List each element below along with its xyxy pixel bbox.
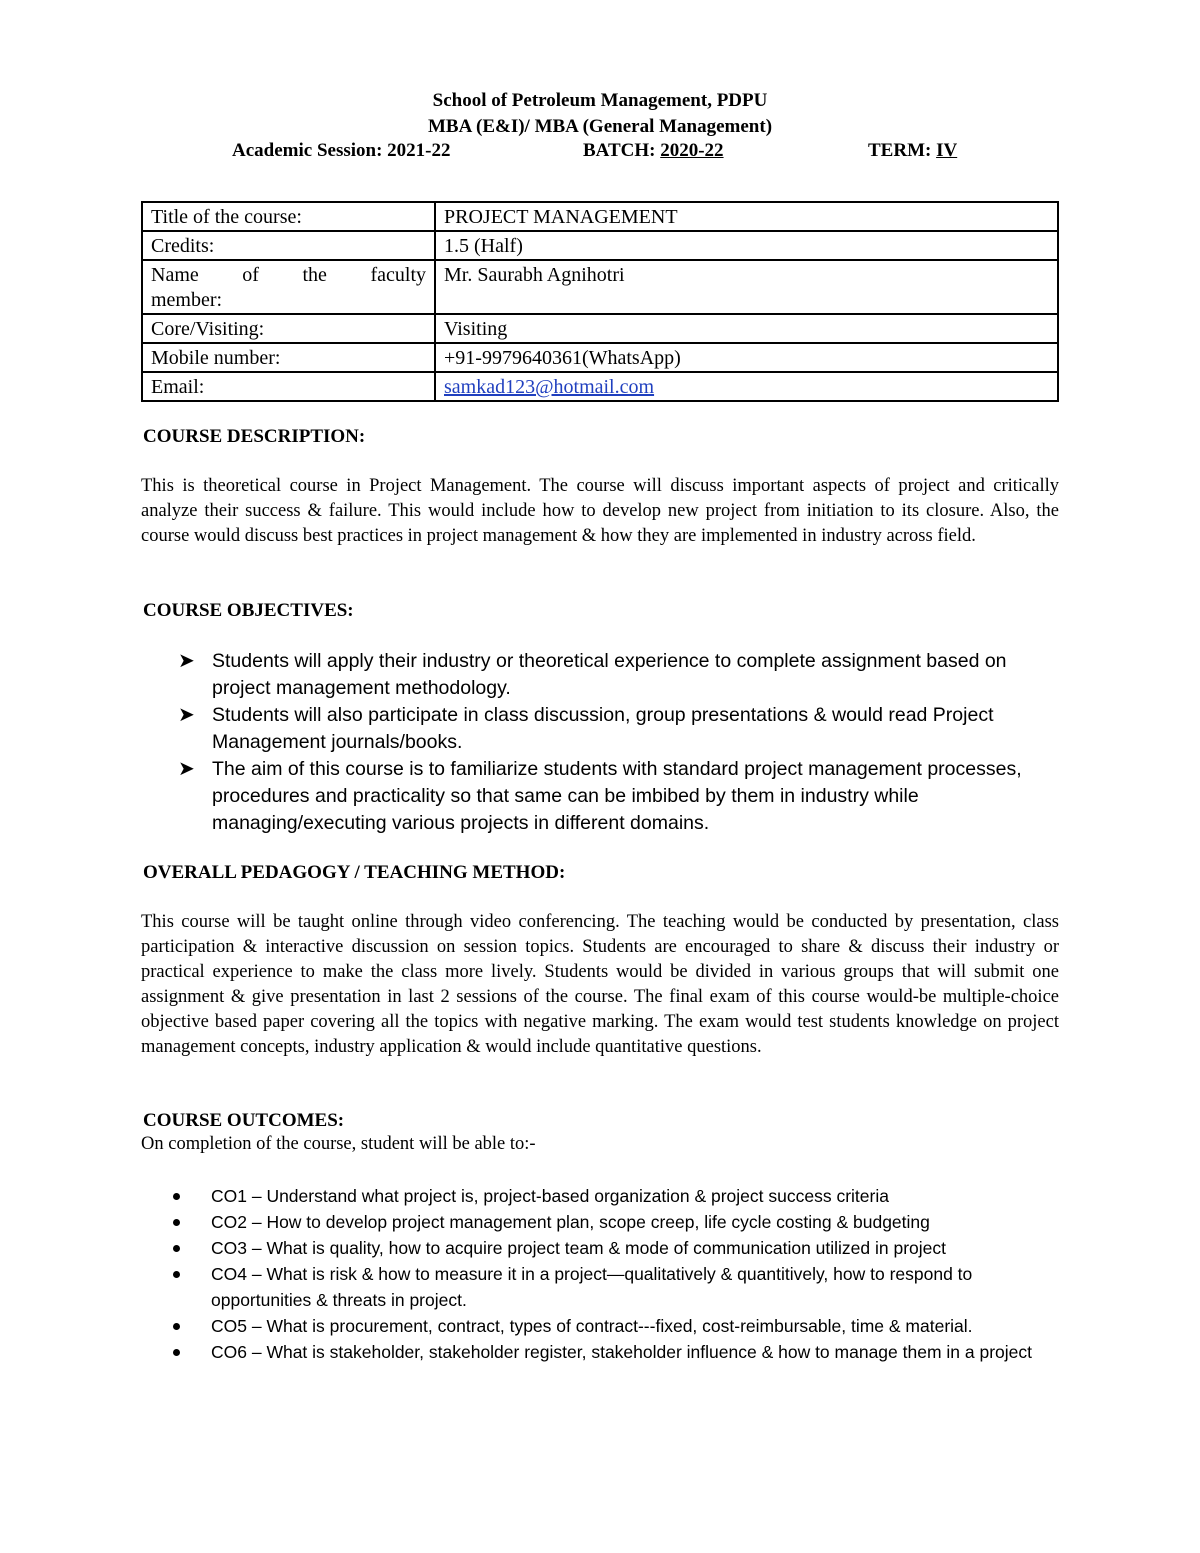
table-row [142,260,1058,314]
core-label: Core/Visiting: [142,314,435,343]
list-item [178,702,1028,756]
core-value: Visiting [435,314,1058,343]
outcome-text: CO4 – What is risk & how to measure it in a project—qualitatively & quantitively, how to respond to opportunities & threats in project. [211,1264,973,1310]
pedagogy-text: This course will be taught online through video conferencing. The teaching would be conducted by presentation, class participation & interactive discussion on session topics. Students are encouraged to share & discuss their industry or practical experience to make the class more lively. Students would be divided in various groups that will submit one assignment & give presentation in last 2 sessions of the course. The final exam of this course would-be multiple-choice objective based paper covering all the topics with negative marking. The exam would test students knowledge on project management concepts, industry application & would include quantitative questions. [141,912,1059,1057]
credits-value: 1.5 (Half) [435,231,1058,260]
outcomes-list [171,1183,1059,1365]
faculty-label-word: faculty [370,264,426,286]
bullet-dot-icon [173,1245,180,1252]
objective-text: Students will apply their industry or theoretical experience to complete assignment based on project management methodology. [212,650,1007,699]
email-label: Email: [142,372,435,401]
bullet-dot-icon [173,1271,180,1278]
mobile-label: Mobile number: [142,343,435,372]
course-description-heading: COURSE DESCRIPTION: [143,426,366,447]
table-row [142,202,1058,231]
list-item [171,1235,1059,1261]
faculty-value: Mr. Saurabh Agnihotri [435,260,1058,314]
mobile-value: +91-9979640361(WhatsApp) [435,343,1058,372]
document-header [0,88,1200,140]
faculty-label-word: the [302,264,327,286]
faculty-label-word: Name [151,264,199,286]
term-label: TERM: [868,140,937,161]
arrow-bullet-icon: ➤ [178,704,195,726]
objective-text: Students will also participate in class discussion, group presentations & would read Project Management journals/books. [212,704,994,753]
bullet-dot-icon [173,1349,180,1356]
batch-value: 2020-22 [660,140,724,161]
school-name: School of Petroleum Management, PDPU [432,90,768,111]
list-item [178,756,1028,837]
academic-session: Academic Session: 2021-22 [232,140,451,161]
session-row [0,140,1200,166]
faculty-label-word: of [242,264,259,286]
table-row [142,343,1058,372]
outcome-text: CO6 – What is stakeholder, stakeholder register, stakeholder influence & how to manage them in a project [211,1342,1033,1362]
batch-label: BATCH: [583,140,661,161]
faculty-label-line2: member: [151,289,223,311]
bullet-dot-icon [173,1193,180,1200]
arrow-bullet-icon: ➤ [178,758,195,780]
table-row [142,314,1058,343]
course-description-text: This is theoretical course in Project Management. The course will discuss important aspects of project and critically analyze their success & failure. This would include how to develop new project from initiation to its closure. Also, the course would discuss best practices in project management & how they are implemented in industry across field. [141,476,1059,546]
faculty-label-line1 [151,263,426,288]
batch [583,140,724,162]
course-objectives-heading: COURSE OBJECTIVES: [143,600,354,621]
list-item [171,1339,1059,1365]
list-item [178,648,1028,702]
list-item [171,1209,1059,1235]
email-link[interactable]: samkad123@hotmail.com [444,376,655,398]
table-row [142,231,1058,260]
title-value: PROJECT MANAGEMENT [435,202,1058,231]
email-cell [435,372,1058,401]
table-row [142,372,1058,401]
outcome-text: CO5 – What is procurement, contract, types of contract---fixed, cost-reimbursable, time & material. [211,1316,973,1336]
list-item [171,1313,1059,1339]
list-item [171,1183,1059,1209]
outcome-text: CO1 – Understand what project is, project-based organization & project success criteria [211,1186,889,1206]
title-label: Title of the course: [142,202,435,231]
bullet-dot-icon [173,1323,180,1330]
term-value: IV [936,140,958,161]
arrow-bullet-icon: ➤ [178,650,195,672]
outcome-text: CO2 – How to develop project management plan, scope creep, life cycle costing & budgeting [211,1212,930,1232]
credits-label: Credits: [142,231,435,260]
course-outcomes-intro: On completion of the course, student will be able to:- [141,1134,536,1154]
term [868,140,957,162]
list-item [171,1261,1059,1313]
faculty-label [142,260,435,314]
course-outcomes-heading: COURSE OUTCOMES: [143,1110,345,1131]
course-info-table [141,201,1059,402]
bullet-dot-icon [173,1219,180,1226]
outcome-text: CO3 – What is quality, how to acquire project team & mode of communication utilized in project [211,1238,947,1258]
objectives-list [178,648,1028,837]
objective-text: The aim of this course is to familiarize students with standard project management processes, procedures and practicality so that same can be imbibed by them in industry while managing/executing various projects in different domains. [212,758,1022,834]
program-name: MBA (E&I)/ MBA (General Management) [427,116,773,137]
pedagogy-heading: OVERALL PEDAGOGY / TEACHING METHOD: [143,862,566,883]
